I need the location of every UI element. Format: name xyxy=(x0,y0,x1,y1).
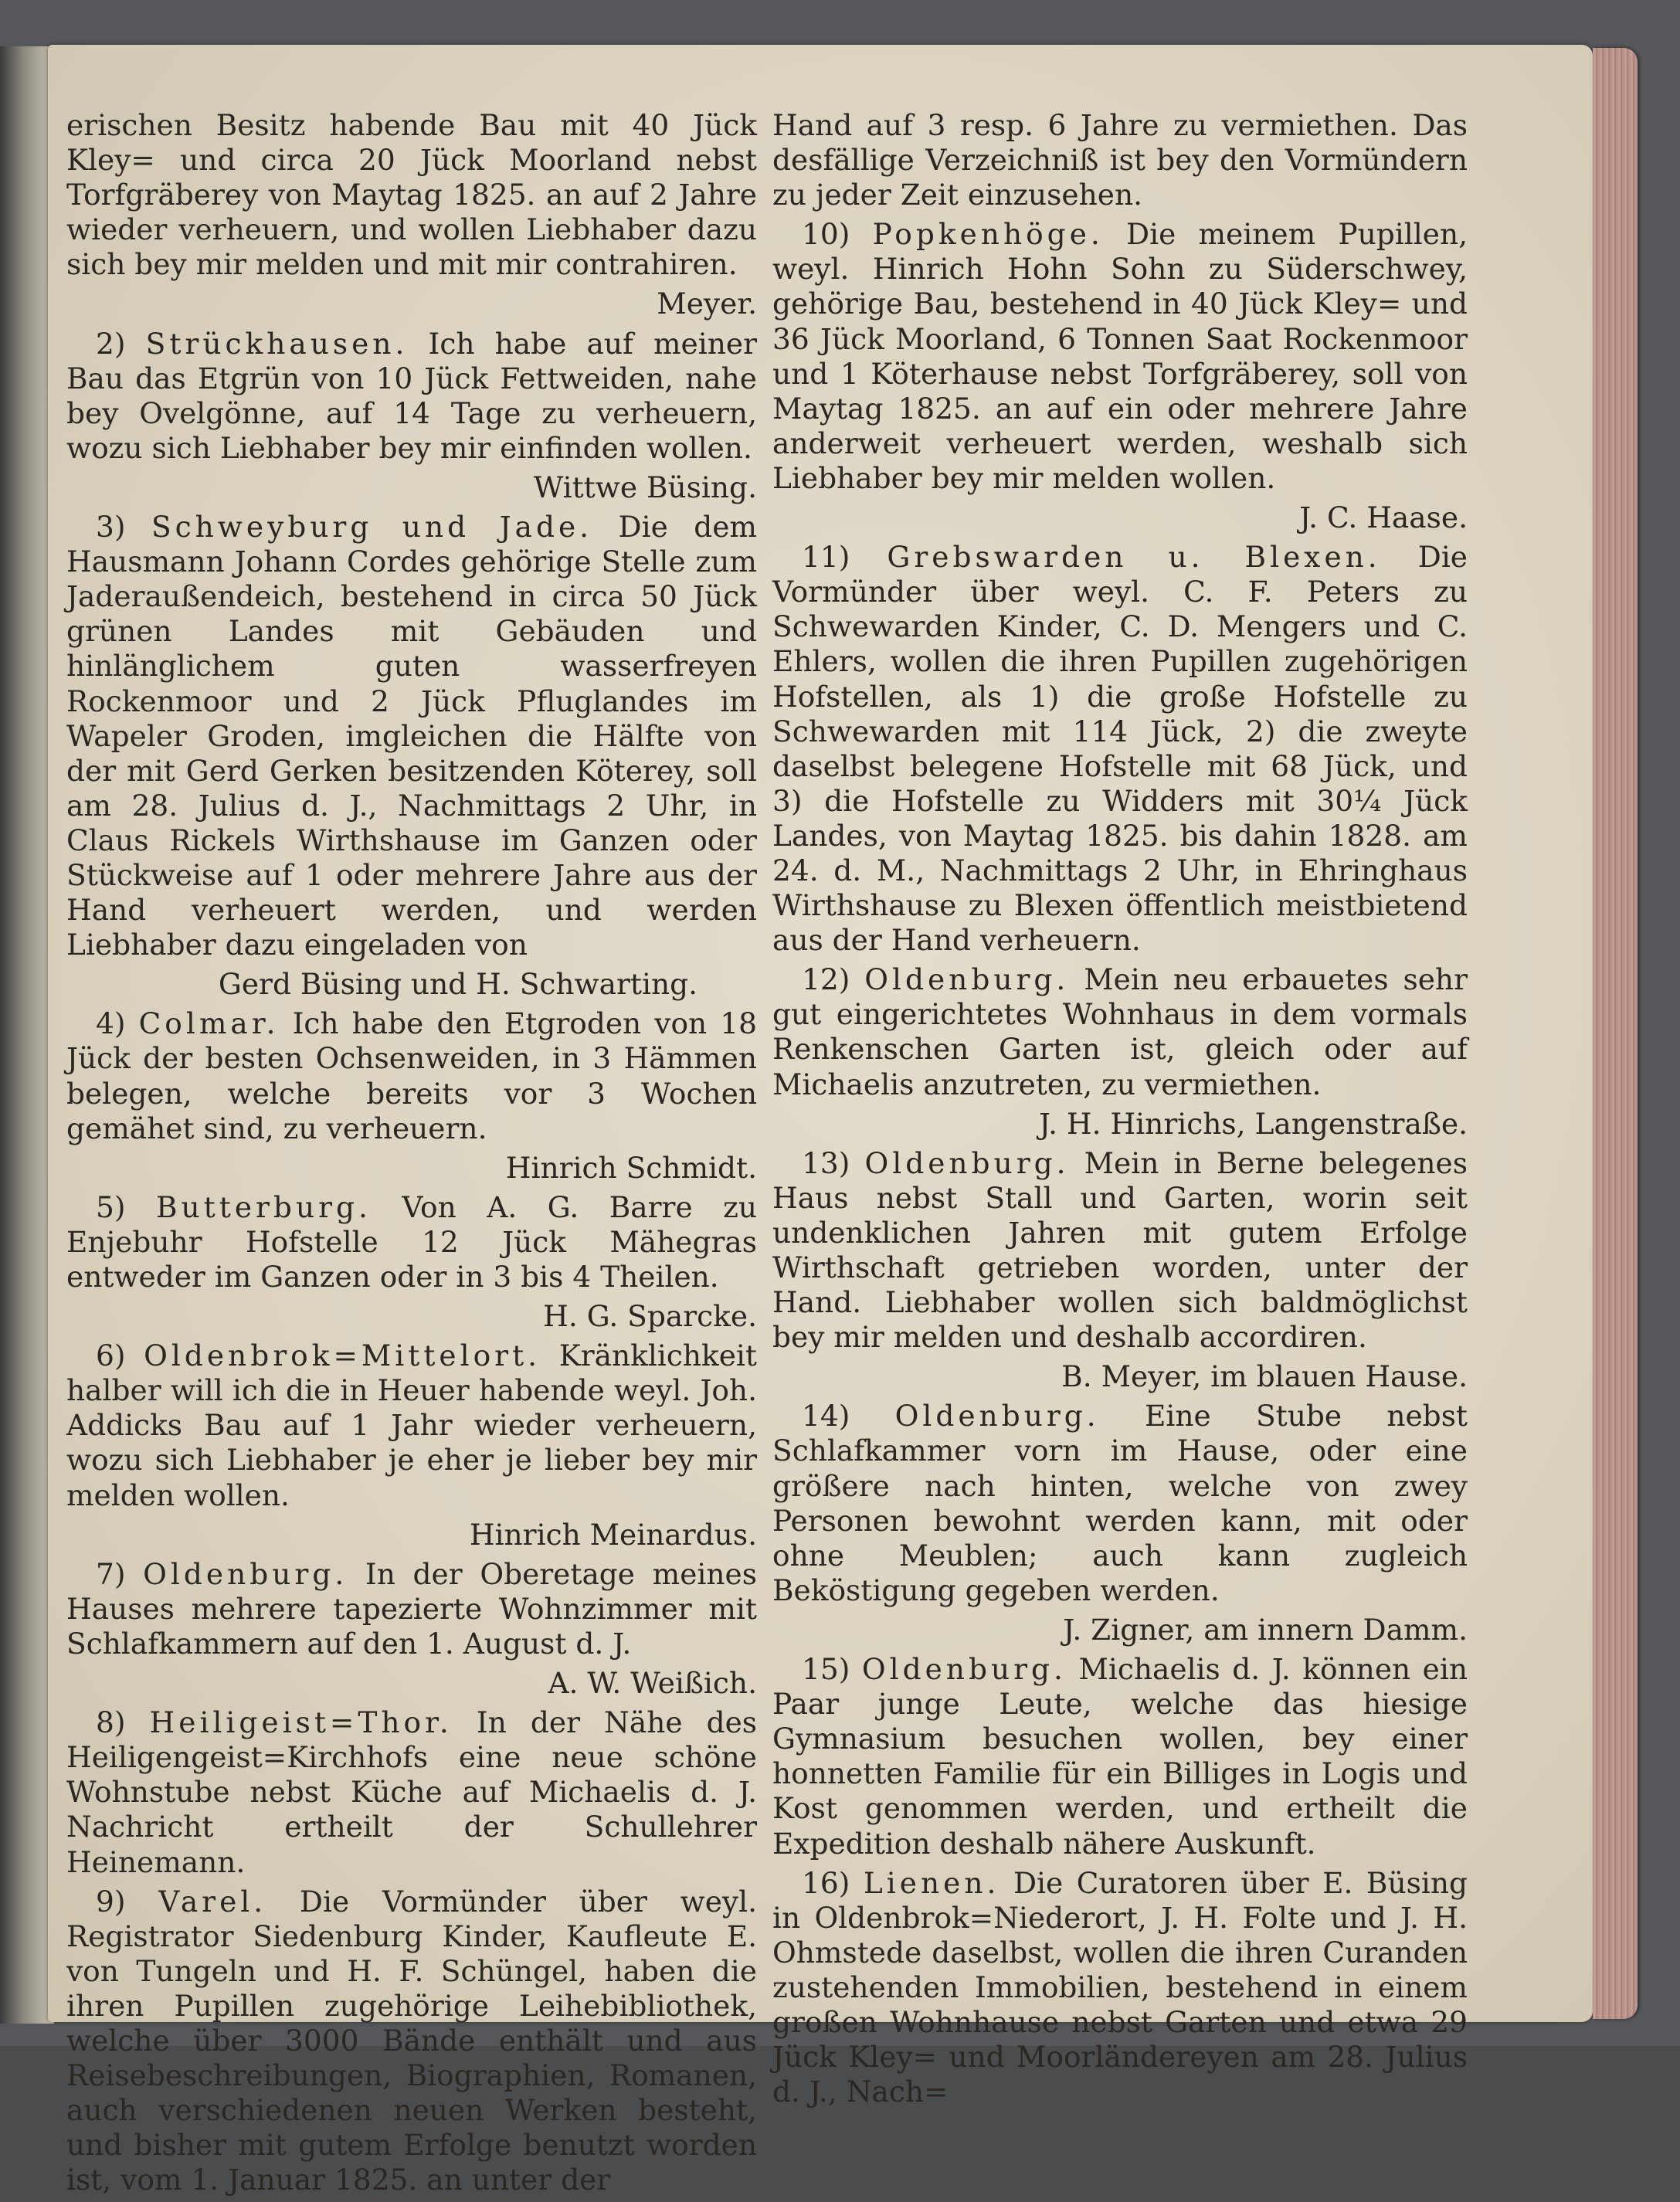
entry-place: Lienen. xyxy=(863,1865,1000,1900)
entry-place: Strückhausen. xyxy=(145,326,409,361)
entry-text: Michaelis d. J. können ein Paar junge Leute, welche das hiesige Gymnasium besuchen wollen, bey einer honnetten Familie für ein Billiges in Logis und Kost genommen werden, und ertheilt die Expedition deshalb nähere Auskunft. xyxy=(772,1652,1468,1861)
entry-14 xyxy=(772,1399,1468,1608)
entry-place: Butterburg. xyxy=(155,1189,372,1224)
signature: Hinrich Meinardus. xyxy=(469,1517,757,1552)
entry-place: Popkenhöge. xyxy=(872,217,1104,252)
entry-6 xyxy=(66,1339,757,1512)
entry-text: Von A. G. Barre zu Enjebuhr Hofstelle 12 Jück Mähegras entweder im Ganzen oder in 3 bis 4 Theilen. xyxy=(66,1189,758,1294)
entry-place: Oldenburg. xyxy=(143,1556,348,1591)
entry-11 xyxy=(772,540,1468,958)
entry-text: Ich habe auf meiner Bau das Etgrün von 10 Jück Fettweiden, nahe bey Ovelgönne, auf 14 Tage zu verheuern, wozu sich Liebhaber bey mir einfinden wollen. xyxy=(66,326,757,465)
entry-number: 14) xyxy=(802,1399,850,1434)
entry-text: Kränklichkeit halber will ich die in Heuer habende weyl. Joh. Addicks Bau auf 1 Jahr wieder verheuern, wozu sich Liebhaber je eher je lieber bey mir melden wollen. xyxy=(66,1339,757,1512)
signature: J. H. Hinrichs, Langenstraße. xyxy=(1038,1106,1468,1141)
signature: Meyer. xyxy=(657,287,757,321)
entry-text: Die dem Hausmann Johann Cordes gehörige Stelle zum Jaderaußendeich, bestehend in circa 50 Jück grünen Landes mit Gebäuden und hinlänglichem guten wasserfreyen Rockenmoor und 2 Jück Pfluglandes im Wapeler Groden, imgleichen die Hälfte von der mit Gerd Gerken besitzenden Köterey, soll am 28. Julius d. J., Nachmittags 2 Uhr, in Claus Rickels Wirthshause im Ganzen oder Stückweise auf 1 oder mehrere Jahre aus der Hand verheuert werden, und werden Liebhaber dazu eingeladen von xyxy=(66,510,757,962)
entry-text: Eine Stube nebst Schlafkammer vorn im Hause, oder eine größere nach hinten, welche von zwey Personen bewohnt werden kann, mit oder ohne Meublen; auch kann zugleich Beköstigung gegeben werden. xyxy=(772,1399,1468,1607)
entry-text: In der Nähe des Heiligengeist=Kirchhofs eine neue schöne Wohnstube nebst Küche auf Michaelis d. J. Nachricht ertheilt der Schullehrer Heinemann. xyxy=(66,1705,758,1879)
entry-place: Oldenburg. xyxy=(861,1652,1067,1687)
entry-continued xyxy=(772,108,1468,212)
entry-number: 4) xyxy=(96,1006,126,1041)
entry-text: Die Vormünder über weyl. Registrator Siedenburg Kinder, Kaufleute E. von Tungeln und H. F. Schüngel, haben die ihren Pupillen zugehörige Leihebibliothek, welche über 3000 Bände enthält und aus Reisebeschreibungen, Biographien, Romanen, auch verschiedenen neuen Werken besteht, und bisher mit gutem Erfolge benutzt worden ist, vom 1. Januar 1825. an unter der xyxy=(66,1884,757,2197)
entry-number: 12) xyxy=(802,962,850,997)
entry-5 xyxy=(66,1190,757,1294)
entry-text: Hand auf 3 resp. 6 Jahre zu vermiethen. Das desfällige Verzeichniß ist bey den Vormündern zu jeder Zeit einzusehen. xyxy=(772,108,1468,212)
signature: Gerd Büsing und H. Schwarting. xyxy=(218,967,698,1002)
entry-number: 5) xyxy=(96,1189,126,1224)
entry-10 xyxy=(772,217,1468,496)
entry-text: In der Oberetage meines Hauses mehrere tapezierte Wohnzimmer mit Schlafkammern auf den 1. August d. J. xyxy=(66,1556,757,1661)
entry-text: Mein in Berne belegenes Haus nebst Stall und Garten, worin seit undenklichen Jahren mit gutem Erfolge Wirthschaft getrieben worden, unter der Hand. Liebhaber wollen sich baldmöglichst bey mir melden und deshalb accordiren. xyxy=(772,1145,1468,1355)
signature: Hinrich Schmidt. xyxy=(505,1150,757,1185)
left-column xyxy=(66,108,757,2202)
entry-text: Die Curatoren über E. Büsing in Oldenbrok=Niederort, J. H. Folte und J. H. Ohmstede daselbst, wollen die ihren Curanden zustehenden Immobilien, bestehend in einem großen Wohnhause nebst Garten und etwa 29 Jück Kley= und Moorländereyen am 28. Julius d. J., Nach= xyxy=(772,1865,1468,2109)
entry-place: Oldenburg. xyxy=(864,962,1070,997)
entry-number: 10) xyxy=(802,217,850,252)
entry-2 xyxy=(66,327,757,466)
entry-number: 11) xyxy=(802,540,850,575)
signature: A. W. Weißich. xyxy=(548,1666,757,1701)
entry-place: Oldenburg. xyxy=(864,1145,1070,1180)
signature: Wittwe Büsing. xyxy=(533,470,757,504)
entry-text: Ich habe den Etgroden von 18 Jück der besten Ochsenweiden, in 3 Hämmen belegen, welche bereits vor 3 Wochen gemähet sind, zu verheuern. xyxy=(66,1006,757,1145)
entry-number: 13) xyxy=(802,1145,850,1180)
entry-number: 2) xyxy=(96,326,126,361)
page-edges xyxy=(1593,48,1638,2019)
book-spine xyxy=(0,46,54,2024)
entry-number: 6) xyxy=(96,1339,126,1373)
signature: J. Zigner, am innern Damm. xyxy=(1063,1612,1468,1647)
entry-number: 9) xyxy=(96,1884,126,1919)
entry-number: 7) xyxy=(96,1556,126,1591)
entry-text: Die Vormünder über weyl. C. F. Peters zu Schwewarden Kinder, C. D. Mengers und C. Ehlers, wollen die ihren Pupillen zugehörigen Hofstellen, als 1) die große Hofstelle zu Schwewarden mit 114 Jück, 2) die zweyte daselbst belegene Hofstelle mit 68 Jück, und 3) die Hofstelle zu Widders mit 30¼ Jück Landes, von Maytag 1825. bis dahin 1828. am 24. d. M., Nachmittags 2 Uhr, in Ehringhaus Wirthshause zu Blexen öffentlich meistbietend aus der Hand verheuern. xyxy=(772,540,1468,958)
entry-3 xyxy=(66,510,757,962)
entry-7 xyxy=(66,1557,757,1661)
entry-number: 16) xyxy=(802,1865,850,1900)
entry-number: 8) xyxy=(96,1705,126,1740)
entry-12 xyxy=(772,962,1468,1101)
right-column xyxy=(772,108,1468,2114)
entry-13 xyxy=(772,1146,1468,1355)
entry-9 xyxy=(66,1885,757,2198)
entry-number: 15) xyxy=(802,1652,850,1687)
entry-number: 3) xyxy=(96,510,126,545)
signature: B. Meyer, im blauen Hause. xyxy=(1061,1359,1468,1394)
signature: J. C. Haase. xyxy=(1299,500,1468,535)
entry-place: Varel. xyxy=(158,1884,267,1919)
entry-place: Heiligeist=Thor. xyxy=(149,1705,453,1740)
entry-place: Oldenburg. xyxy=(894,1399,1100,1434)
entry-16 xyxy=(772,1866,1468,2110)
signature: H. G. Sparcke. xyxy=(543,1299,757,1334)
entry-text: Die meinem Pupillen, weyl. Hinrich Hohn Sohn zu Süderschwey, gehörige Bau, bestehend in 40 Jück Kley= und 36 Jück Moorland, 6 Tonnen Saat Rockenmoor und 1 Köterhause nebst Torfgräberey, soll von Maytag 1825. an auf ein oder mehrere Jahre anderweit verheuert werden, weshalb sich Liebhaber bey mir melden wollen. xyxy=(772,217,1468,495)
entry-place: Oldenbrok=Mittelort. xyxy=(144,1339,541,1373)
entry-text: erischen Besitz habende Bau mit 40 Jück Kley= und circa 20 Jück Moorland nebst Torfgräberey von Maytag 1825. an auf 2 Jahre wieder verheuern, und wollen Liebhaber dazu sich bey mir melden und mit mir contrahiren. xyxy=(66,108,757,282)
entry-place: Schweyburg und Jade. xyxy=(151,510,593,545)
entry-place: Grebswarden u. Blexen. xyxy=(887,540,1381,575)
entry-15 xyxy=(772,1652,1468,1861)
entry-continued xyxy=(66,108,757,282)
entry-text: Mein neu erbauetes sehr gut eingerichtetes Wohnhaus in dem vormals Renkenschen Garten ist, gleich oder auf Michaelis anzutreten, zu vermiethen. xyxy=(772,962,1468,1101)
entry-place: Colmar. xyxy=(138,1006,280,1041)
entry-8 xyxy=(66,1705,757,1879)
entry-4 xyxy=(66,1006,757,1145)
